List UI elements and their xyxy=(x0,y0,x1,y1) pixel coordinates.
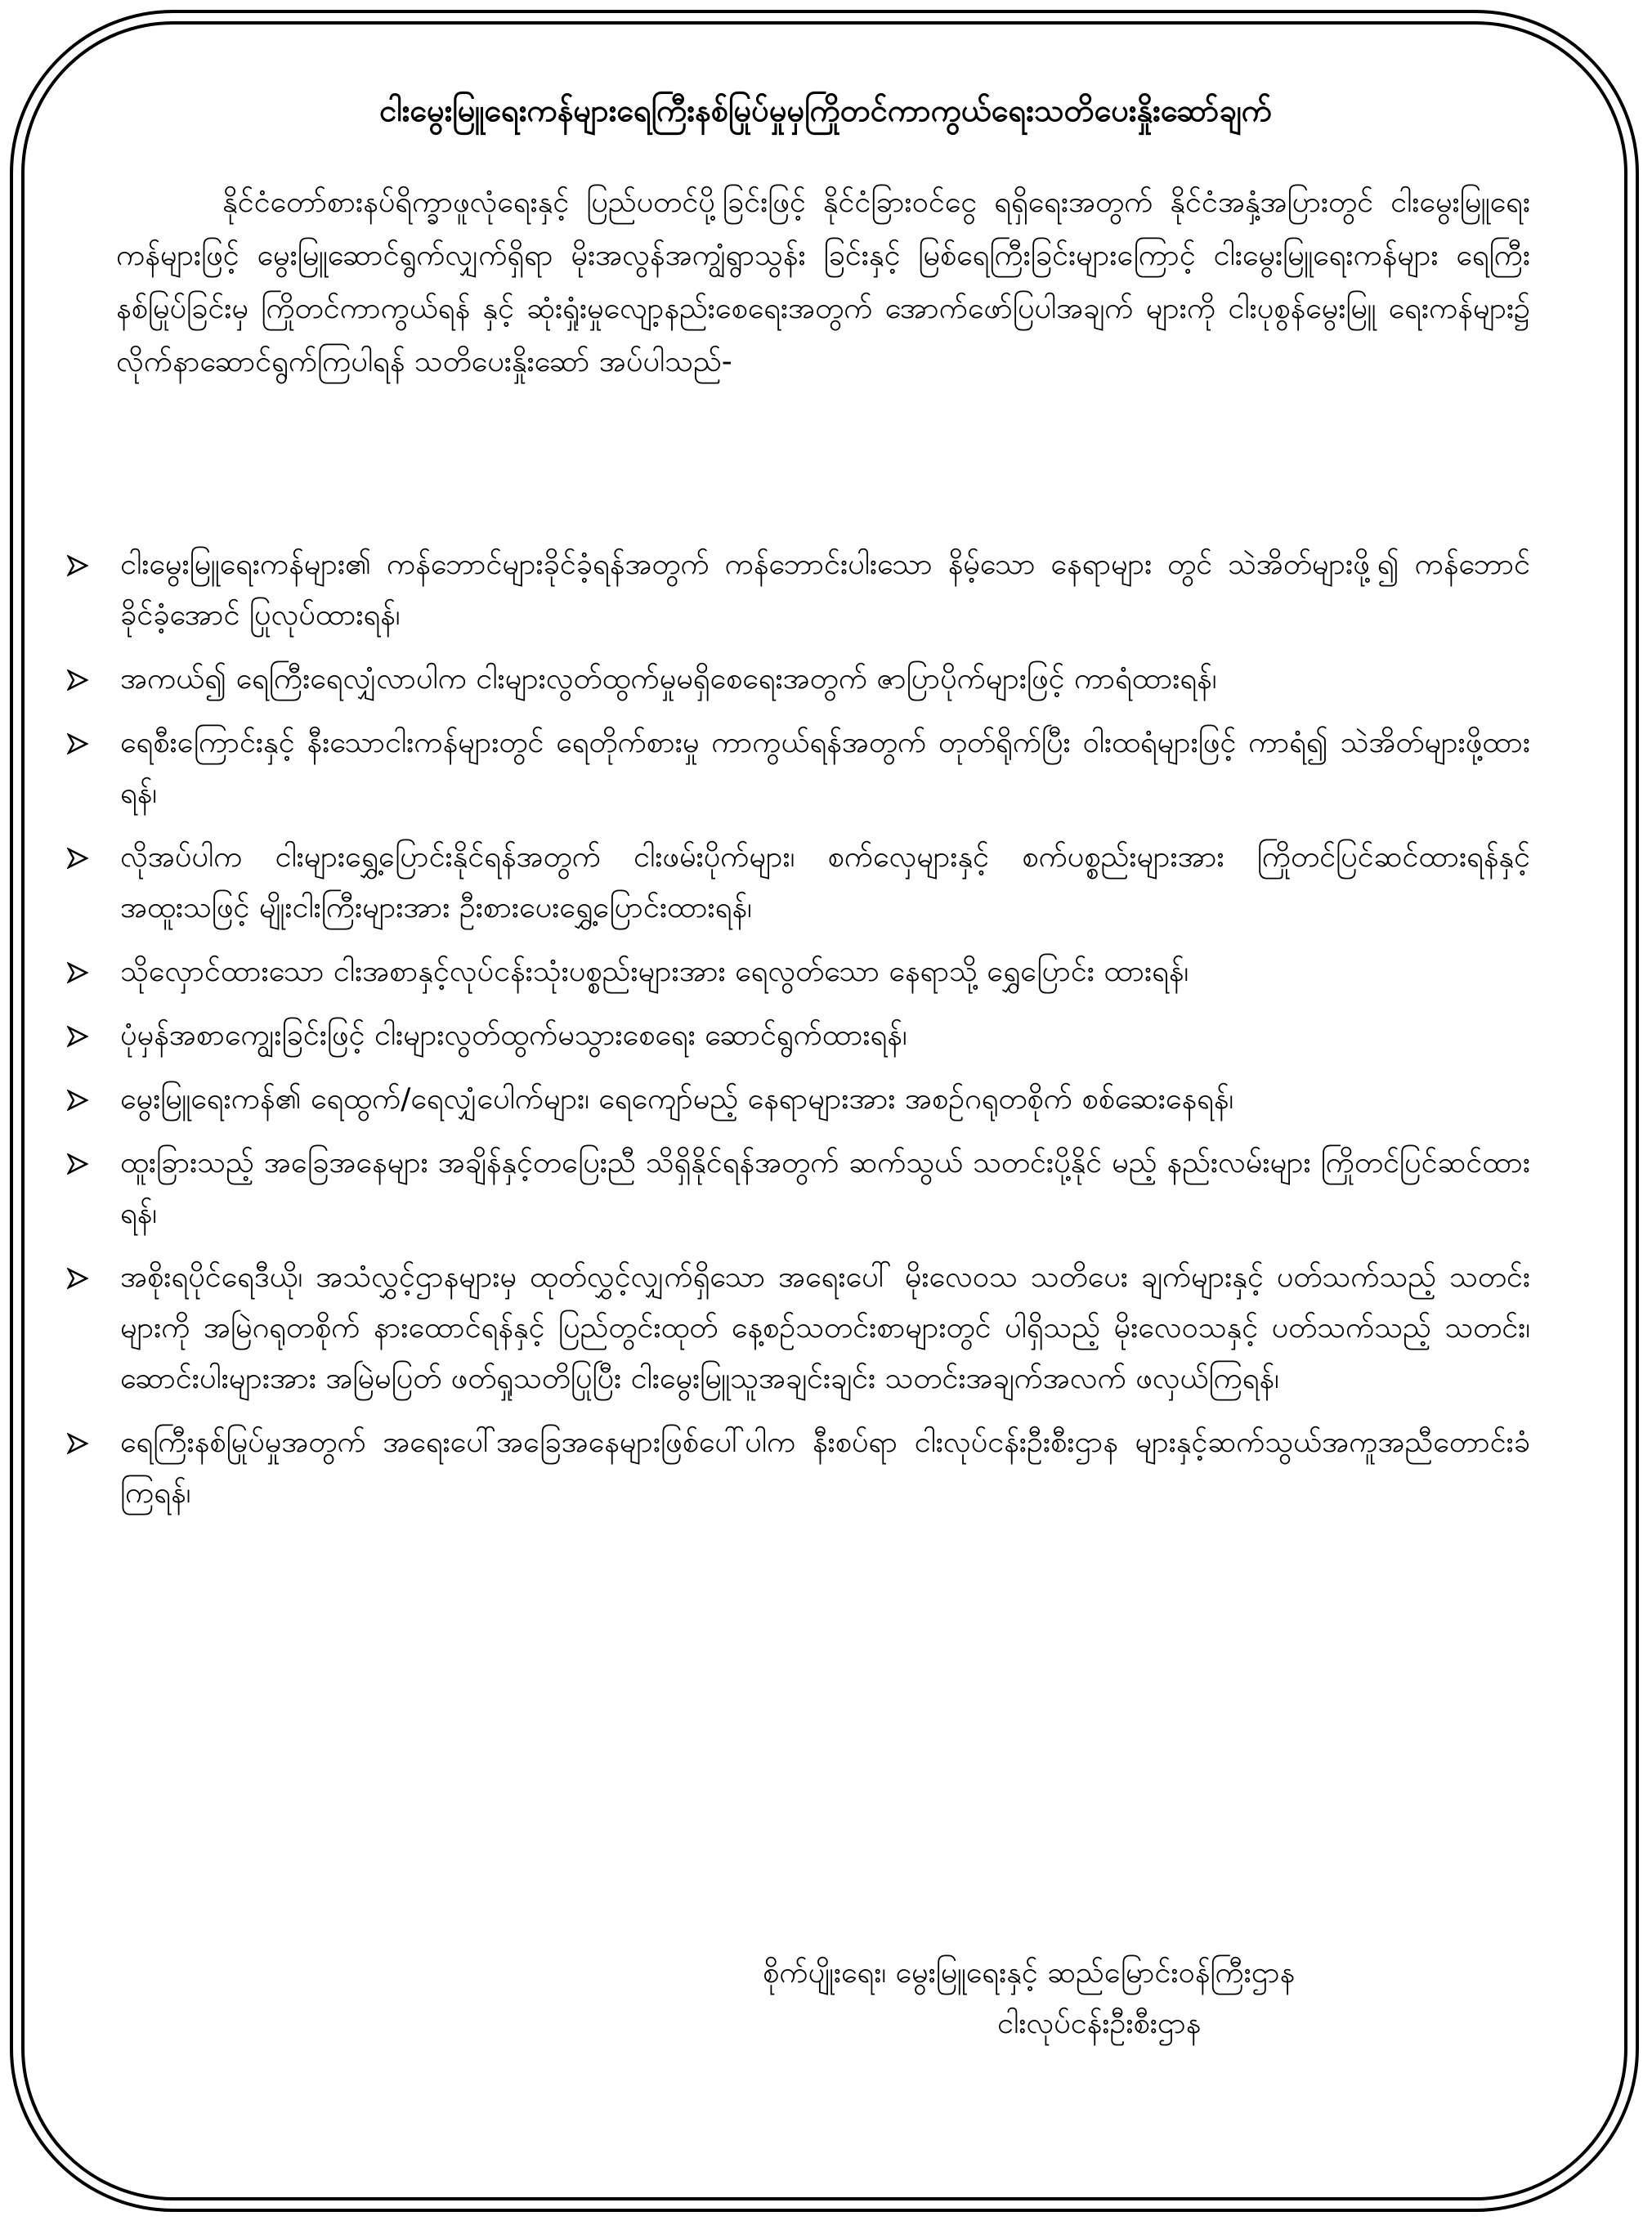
signature-block xyxy=(736,1948,1635,2049)
list-item xyxy=(67,1138,1530,1239)
arrowhead-bullet-icon xyxy=(67,555,88,576)
ministry-name: စိုက်ပျိုးရေး၊ မွေးမြူရေးနှင့် ဆည်မြောင်းဝန်ကြီးဌာန xyxy=(763,1956,1296,1990)
department-name: ငါးလုပ်ငန်းဦးစီးဌာန xyxy=(997,2007,1202,2040)
list-item xyxy=(67,1252,1530,1404)
list-item xyxy=(67,832,1530,933)
list-item-text: ထူးခြားသည့် အခြေအနေများ အချိန်နှင့်တပြေးညီ သိရှိနိုင်ရန်အတွက် ဆက်သွယ် သတင်းပို့နိုင် မည့် နည်းလမ်းများ ကြိုတင်ပြင်ဆင်ထားရန်၊ xyxy=(120,1146,1530,1230)
list-item xyxy=(67,718,1530,819)
arrowhead-bullet-icon xyxy=(67,733,88,754)
arrowhead-bullet-icon xyxy=(67,1090,88,1111)
list-item xyxy=(67,654,1530,705)
list-item xyxy=(67,1417,1530,1519)
arrowhead-bullet-icon xyxy=(67,669,88,691)
list-item-text: အကယ်၍ ရေကြီးရေလျှံလာပါက ငါးများလွတ်ထွက်မှုမရှိစေရေးအတွက် ဇာပြာပိုက်များဖြင့် ကာရံထားရန်၊ xyxy=(120,662,1217,696)
list-item-text: ပုံမှန်အစာကျွေးခြင်းဖြင့် ငါးများလွတ်ထွက်မသွားစေရေး ဆောင်ရွက်ထားရန်၊ xyxy=(120,1018,907,1052)
measures-list xyxy=(67,539,1530,1532)
list-item xyxy=(67,1010,1530,1061)
list-item-text: မွေးမြူရေးကန်၏ ရေထွက်/ရေလျှံပေါက်များ၊ ရေကျော်မည့် နေရာများအား အစဉ်ဂရုတစိုက် စစ်ဆေးနေရန်၊ xyxy=(120,1082,1234,1116)
list-item xyxy=(67,1074,1530,1125)
list-item-text: ရေကြီးနစ်မြုပ်မှုအတွက် အရေးပေါ်အခြေအနေများဖြစ်ပေါ်ပါက နီးစပ်ရာ ငါးလုပ်ငန်းဦးစီးဌာန များနှင့်ဆက်သွယ်အကူအညီတောင်းခံကြရန်၊ xyxy=(120,1426,1530,1510)
list-item-text: လိုအပ်ပါက ငါးများရွှေ့ပြောင်းနိုင်ရန်အတွက် ငါးဖမ်းပိုက်များ၊ စက်လှေများနှင့် စက်ပစ္စည်းများအား ကြိုတင်ပြင်ဆင်ထားရန်နှင့် အထူးသဖြင့် မျိုးငါးကြီးများအား ဦးစားပေးရွှေ့ပြောင်းထားရန်၊ xyxy=(120,840,1530,924)
list-item-text: ငါးမွေးမြူရေးကန်များ၏ ကန်ဘောင်များခိုင်ခံ့ရန်အတွက် ကန်ဘောင်းပါးသော နိမ့်သော နေရာများ တွင် သဲအိတ်များဖို့၍ ကန်ဘောင်ခိုင်ခံ့အောင် ပြုလုပ်ထားရန်၊ xyxy=(120,548,1530,632)
arrowhead-bullet-icon xyxy=(67,848,88,869)
list-item xyxy=(67,947,1530,997)
arrowhead-bullet-icon xyxy=(67,1026,88,1047)
list-item xyxy=(67,539,1530,641)
list-item-text: သိုလှောင်ထားသော ငါးအစာနှင့်လုပ်ငန်းသုံးပစ္စည်းများအား ရေလွတ်သော နေရာသို့ ရွှေပြောင်း ထားရန်၊ xyxy=(120,955,1189,988)
intro-paragraph: နိုင်ငံတော်စားနပ်ရိက္ခာဖူလုံရေးနှင့် ပြည်ပတင်ပို့ခြင်းဖြင့် နိုင်ငံခြားဝင်ငွေ ရရှိရေးအတွက် နိုင်ငံအနှံ့အပြားတွင် ငါးမွေးမြူရေးကန်များဖြင့် မွေးမြူဆောင်ရွက်လျှက်ရှိရာ မိုးအလွန်အကျွံရွာသွန်း ခြင်းနှင့် မြစ်ရေကြီးခြင်းများကြောင့် ငါးမွေးမြူရေးကန်များ ရေကြီးနစ်မြုပ်ခြင်းမှ ကြိုတင်ကာကွယ်ရန် နှင့် ဆုံးရှုံးမှုလျော့နည်းစေရေးအတွက် အောက်ဖော်ပြပါအချက် များကို ငါးပုစွန်မွေးမြူ ရေးကန်များ၌ လိုက်နာဆောင်ရွက်ကြပါရန် သတိပေးနှိုးဆော် အပ်ပါသည်- xyxy=(116,186,1530,378)
list-item-text: ရေစီးကြောင်းနှင့် နီးသောငါးကန်များတွင် ရေတိုက်စားမှု ကာကွယ်ရန်အတွက် တုတ်ရိုက်ပြီး ဝါးထရံများဖြင့် ကာရံ၍ သဲအိတ်များဖို့ထားရန်၊ xyxy=(120,726,1530,810)
arrowhead-bullet-icon xyxy=(67,1153,88,1175)
arrowhead-bullet-icon xyxy=(67,1268,88,1289)
list-item-text: အစိုးရပိုင်ရေဒီယို၊ အသံလွှင့်ဌာနများမှ ထုတ်လွှင့်လျှက်ရှိသော အရေးပေါ် မိုးလေဝသ သတိပေး ချက်များနှင့် ပတ်သက်သည့် သတင်းများကို အမြဲဂရုတစိုက် နားထောင်ရန်နှင့် ပြည်တွင်းထုတ် နေ့စဉ်သတင်းစာများတွင် ပါရှိသည့် မိုးလေဝသနှင့် ပတ်သက်သည့် သတင်း၊ ဆောင်းပါးများအား အမြဲမပြတ် ဖတ်ရှုသတိပြုပြီး ငါးမွေးမြူသူအချင်းချင်း သတင်းအချက်အလက် ဖလှယ်ကြရန်၊ xyxy=(120,1260,1530,1395)
arrowhead-bullet-icon xyxy=(67,1433,88,1454)
arrowhead-bullet-icon xyxy=(67,962,88,983)
document-title: ငါးမွေးမြူရေးကန်များရေကြီးနစ်မြုပ်မှုမှကြိုတင်ကာကွယ်ရေးသတိပေးနှိုးဆော်ချက် xyxy=(379,92,1272,128)
